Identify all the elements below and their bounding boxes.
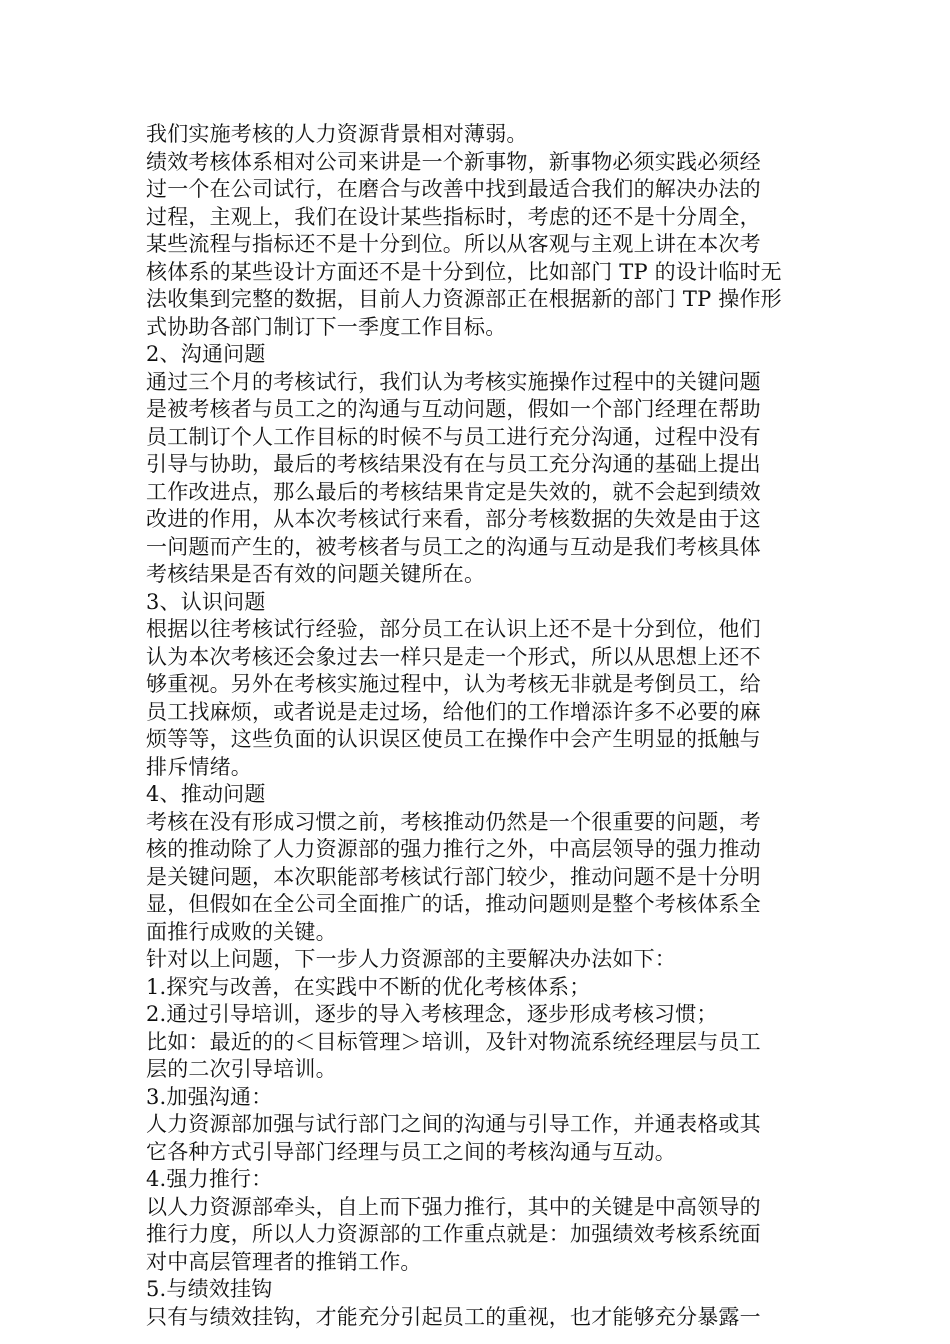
text-line: 它各种方式引导部门经理与员工之间的考核沟通与互动。 — [146, 1139, 676, 1164]
list-item: 5.与绩效挂钩 — [146, 1277, 273, 1301]
text-line: 考核在没有形成习惯之前，考核推动仍然是一个很重要的问题，考 — [146, 809, 761, 834]
text-line: 排斥情绪。 — [146, 754, 252, 779]
text-line: 绩效考核体系相对公司来讲是一个新事物，新事物必须实践必须经 — [146, 149, 761, 174]
text-line: 是被考核者与员工之的沟通与互动问题，假如一个部门经理在帮助 — [146, 397, 761, 421]
text-line: 法收集到完整的数据，目前人力资源部正在根据新的部门 TP 操作形 — [146, 287, 782, 311]
section-heading: 3、认识问题 — [146, 589, 266, 614]
text-line: 根据以往考核试行经验，部分员工在认识上还不是十分到位，他们 — [146, 617, 761, 641]
text-line: 过程，主观上，我们在设计某些指标时，考虑的还不是十分周全， — [146, 204, 761, 229]
list-item: 2.通过引导培训，逐步的导入考核理念，逐步形成考核习惯； — [146, 1002, 718, 1026]
text-line: 针对以上问题，下一步人力资源部的主要解决办法如下： — [146, 947, 676, 971]
text-line: 某些流程与指标还不是十分到位。所以从客观与主观上讲在本次考 — [146, 232, 761, 256]
text-line: 只有与绩效挂钩，才能充分引起员工的重视，也才能够充分暴露一 — [146, 1304, 761, 1329]
list-item: 3.加强沟通： — [146, 1084, 273, 1109]
text-line: 通过三个月的考核试行，我们认为考核实施操作过程中的关键问题 — [146, 369, 761, 394]
text-line: 烦等等，这些负面的认识误区使员工在操作中会产生明显的抵触与 — [146, 727, 761, 751]
text-line: 员工找麻烦，或者说是走过场，给他们的工作增添许多不必要的麻 — [146, 699, 761, 724]
text-line: 人力资源部加强与试行部门之间的沟通与引导工作，并通表格或其 — [146, 1112, 761, 1136]
text-line: 认为本次考核还会象过去一样只是走一个形式，所以从思想上还不 — [146, 644, 761, 669]
list-item: 1.探究与改善，在实践中不断的优化考核体系； — [146, 974, 591, 999]
text-line: 改进的作用，从本次考核试行来看，部分考核数据的失效是由于这 — [146, 507, 761, 531]
text-line: 核的推动除了人力资源部的强力推行之外，中高层领导的强力推动 — [146, 837, 761, 861]
text-line: 对中高层管理者的推销工作。 — [146, 1249, 422, 1274]
text-line: 推行力度，所以人力资源部的工作重点就是：加强绩效考核系统面 — [146, 1222, 761, 1246]
section-heading: 4、推动问题 — [146, 782, 266, 806]
text-line: 面推行成败的关键。 — [146, 919, 337, 944]
text-line: 比如：最近的的＜目标管理＞培训，及针对物流系统经理层与员工 — [146, 1029, 761, 1054]
section-heading: 2、沟通问题 — [146, 342, 266, 366]
text-line: 够重视。另外在考核实施过程中，认为考核无非就是考倒员工，给 — [146, 672, 761, 696]
text-line: 考核结果是否有效的问题关键所在。 — [146, 562, 486, 586]
text-line: 过一个在公司试行，在磨合与改善中找到最适合我们的解决办法的 — [146, 177, 761, 201]
text-line: 我们实施考核的人力资源背景相对薄弱。 — [146, 122, 528, 146]
text-line: 是关键问题，本次职能部考核试行部门较少，推动问题不是十分明 — [146, 864, 761, 889]
list-item: 4.强力推行： — [146, 1167, 273, 1191]
text-line: 显，但假如在全公司全面推广的话，推动问题则是整个考核体系全 — [146, 892, 761, 916]
text-line: 工作改进点，那么最后的考核结果肯定是失效的，就不会起到绩效 — [146, 479, 761, 504]
text-line: 核体系的某些设计方面还不是十分到位，比如部门 TP 的设计临时无 — [146, 259, 782, 284]
text-line: 层的二次引导培训。 — [146, 1057, 337, 1081]
text-line: 以人力资源部牵头，自上而下强力推行，其中的关键是中高领导的 — [146, 1194, 761, 1219]
text-line: 一问题而产生的，被考核者与员工之的沟通与互动是我们考核具体 — [146, 534, 761, 559]
document-body — [146, 121, 798, 1331]
text-line: 员工制订个人工作目标的时候不与员工进行充分沟通，过程中没有 — [146, 424, 761, 449]
text-line: 引导与协助，最后的考核结果没有在与员工充分沟通的基础上提出 — [146, 452, 761, 476]
text-line: 式协助各部门制订下一季度工作目标。 — [146, 314, 507, 339]
